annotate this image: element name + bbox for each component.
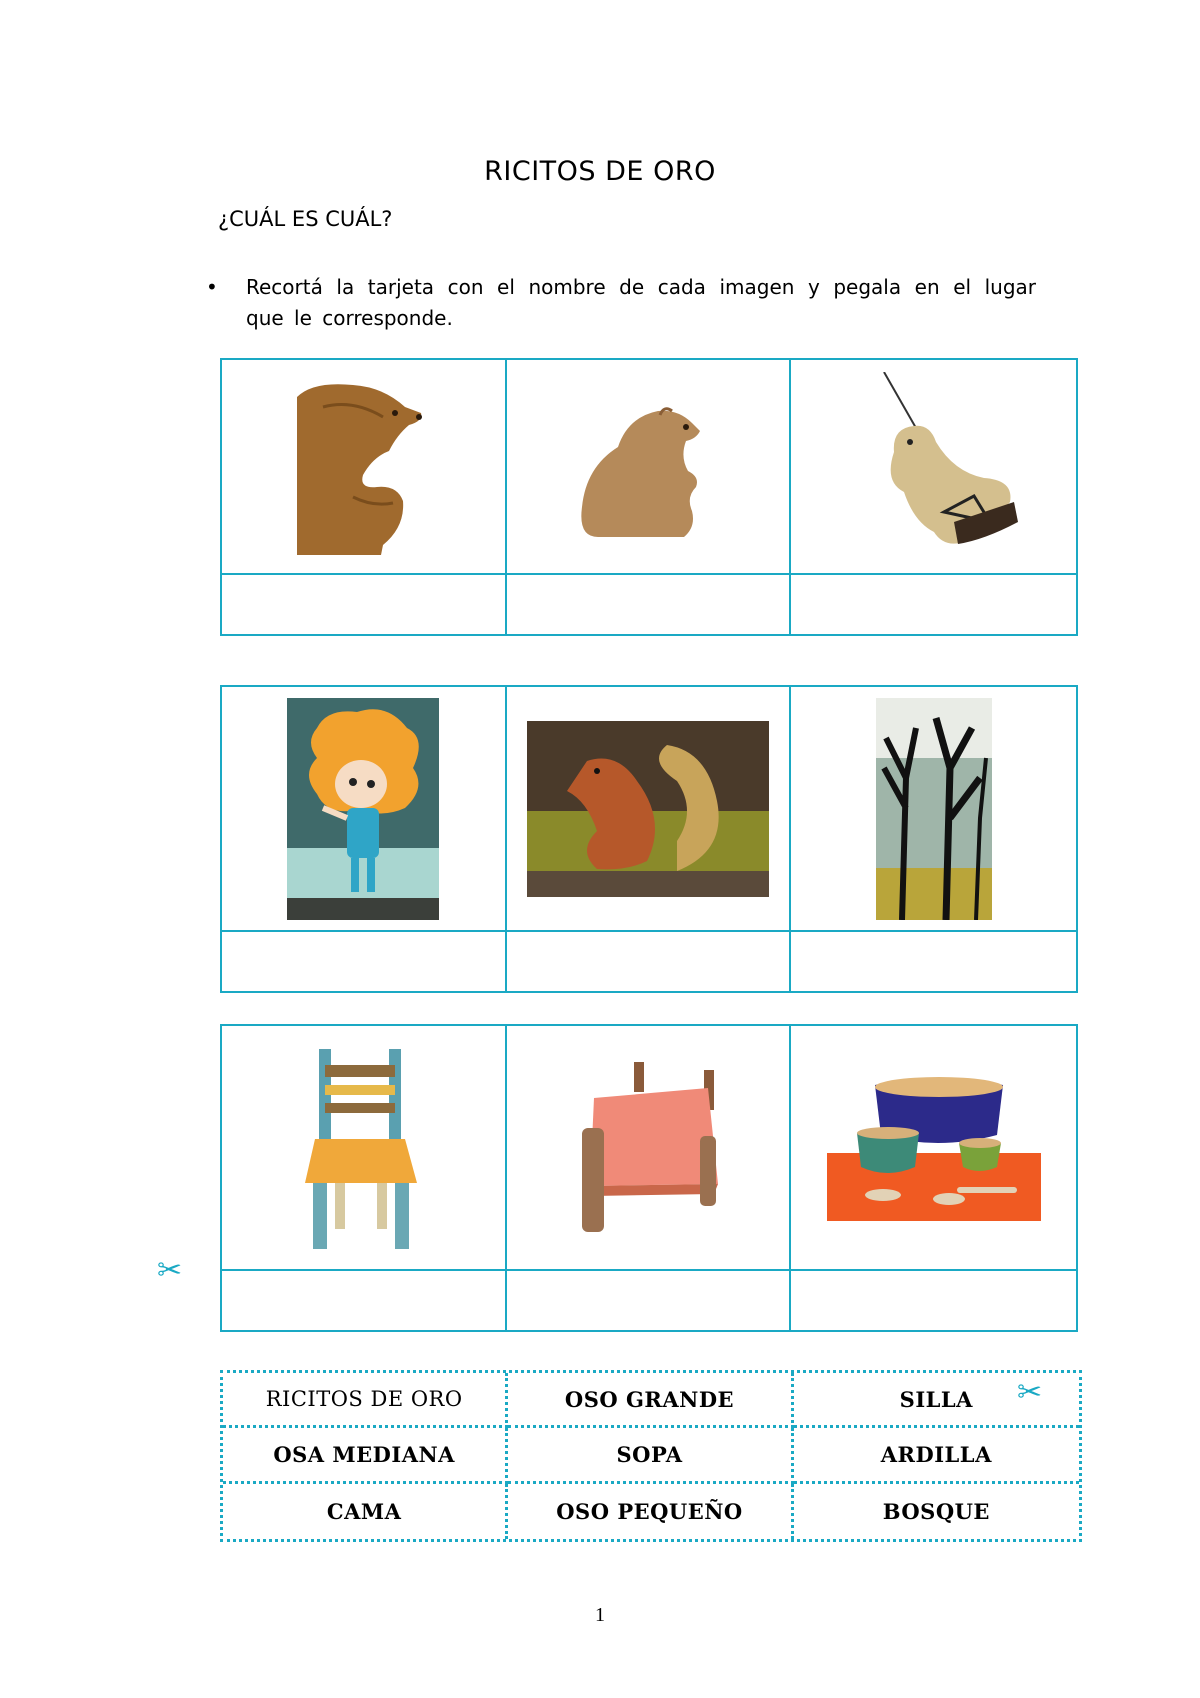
page-number: 1	[595, 1604, 605, 1626]
card-bosque[interactable]: BOSQUE	[882, 1498, 990, 1524]
image-grid-characters	[220, 685, 1078, 993]
section-subtitle: ¿CUÁL ES CUÁL?	[218, 207, 393, 231]
image-cell-osa-mediana	[507, 360, 792, 575]
card-silla[interactable]: SILLA	[794, 1373, 1079, 1428]
cutout-cards	[220, 1370, 1082, 1542]
label-slot[interactable]	[222, 1271, 507, 1330]
forest-image	[876, 698, 992, 920]
image-cell-ricitos-de-oro	[222, 687, 507, 932]
image-cell-silla	[222, 1026, 507, 1271]
card-ricitos-de-oro[interactable]: RICITOS DE ORO	[223, 1373, 508, 1428]
label-slot[interactable]	[222, 575, 507, 634]
card-oso-pequeno[interactable]: OSO PEQUEÑO	[508, 1484, 793, 1539]
instruction-text: Recortá la tarjeta con el nombre de cada imagen y pegala en el lugar que le corresponde.	[246, 275, 1036, 330]
card-ardilla[interactable]: ARDILLA	[794, 1428, 1079, 1483]
page-title: RICITOS DE ORO	[484, 156, 716, 187]
label-slot[interactable]	[507, 575, 792, 634]
label-slot[interactable]	[507, 932, 792, 991]
image-cell-bosque	[791, 687, 1076, 932]
image-grid-objects	[220, 1024, 1078, 1332]
label-slot[interactable]	[791, 575, 1076, 634]
scissors-icon: ✂	[1017, 1375, 1043, 1410]
small-bear-swing-image	[844, 372, 1024, 562]
label-slot[interactable]	[222, 932, 507, 991]
label-slot[interactable]	[791, 932, 1076, 991]
image-cell-oso-grande	[222, 360, 507, 575]
label-slot[interactable]	[791, 1271, 1076, 1330]
card-cama[interactable]: CAMA	[223, 1484, 508, 1539]
goldilocks-image	[287, 698, 439, 920]
image-cell-cama	[507, 1026, 792, 1271]
big-bear-image	[293, 377, 433, 557]
card-oso-grande[interactable]: OSO GRANDE	[508, 1373, 793, 1428]
label-slot[interactable]	[507, 1271, 792, 1330]
image-cell-oso-pequeno	[791, 360, 1076, 575]
image-cell-sopa	[791, 1026, 1076, 1271]
image-grid-bears	[220, 358, 1078, 636]
image-cell-ardilla	[507, 687, 792, 932]
bed-image	[568, 1058, 728, 1238]
medium-bear-image	[568, 387, 728, 547]
card-sopa[interactable]: SOPA	[508, 1428, 793, 1483]
squirrel-image	[527, 721, 769, 897]
instruction	[206, 272, 1036, 334]
card-osa-mediana[interactable]: OSA MEDIANA	[223, 1428, 508, 1483]
chair-image	[305, 1043, 421, 1253]
bullet: •	[206, 275, 218, 299]
soup-bowls-image	[827, 1075, 1041, 1221]
scissors-icon: ✂	[157, 1253, 183, 1288]
